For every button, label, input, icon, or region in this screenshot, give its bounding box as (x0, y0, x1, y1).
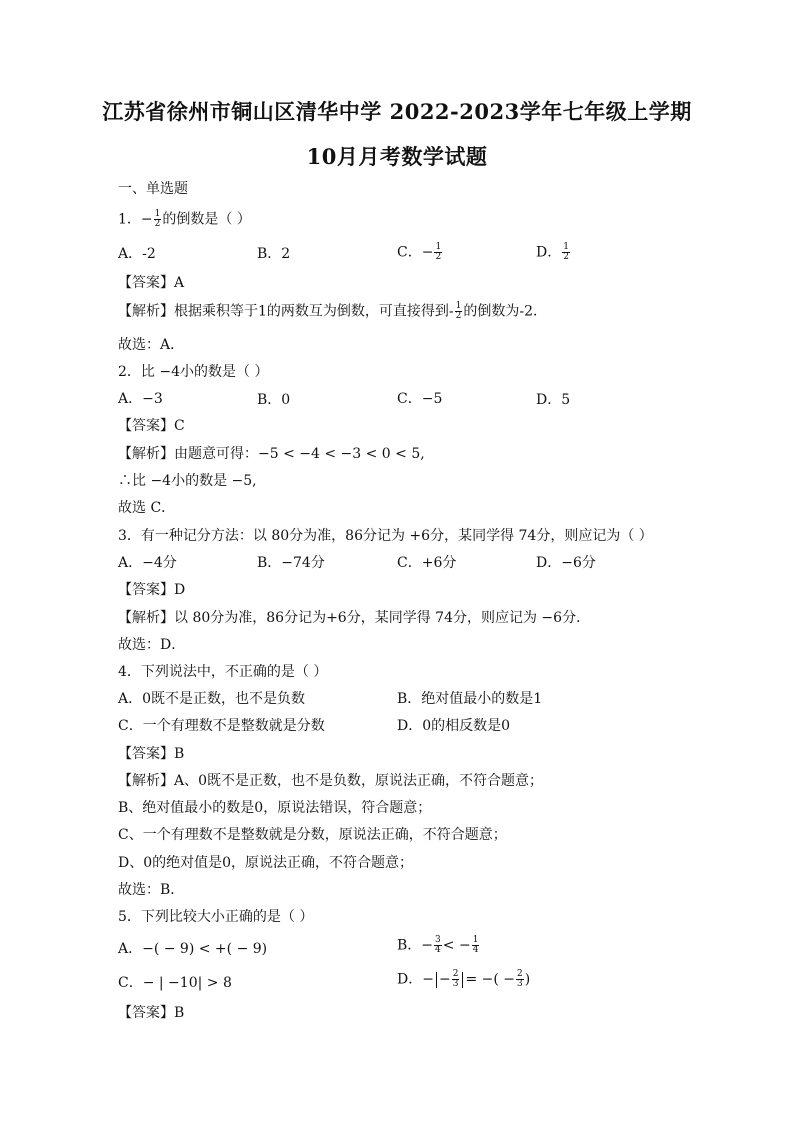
question-3-option-c: C．+6分 (397, 555, 457, 571)
question-4-answer: 【答案】B (118, 746, 185, 762)
question-5-answer: 【答案】B (118, 1005, 185, 1021)
question-1-answer: 【答案】A (118, 275, 185, 291)
question-2-analysis: 【解析】由题意可得：−5 < −4 < −3 < 0 < 5, (118, 446, 425, 462)
question-1-analysis: 【解析】根据乘积等于1的两数互为倒数，可直接得到- $\frac{1}{2}$ 的倒数为-2． (118, 301, 548, 321)
question-2-therefore: ∴比 −4小的数是 −5, (118, 473, 257, 489)
question-4-analysis-d: D、0的绝对值是0，原说法正确，不符合题意； (118, 855, 414, 871)
fraction: $\frac{2}{3}$ (517, 969, 523, 989)
fraction: $\frac{1}{4}$ (472, 935, 479, 955)
question-3-option-d: D．−6分 (536, 555, 596, 571)
question-1-stem: 1．− $\frac{1}{2}$ 的倒数是（ ） (118, 209, 251, 229)
abs-bar-left (436, 972, 437, 988)
question-4-option-a: A．0既不是正数，也不是负数 (118, 691, 306, 707)
question-5-stem: 5．下列比较大小正确的是（ ） (118, 909, 314, 925)
question-4-analysis-c: C、一个有理数不是整数就是分数，原说法正确，不符合题意； (118, 827, 507, 843)
question-4-stem: 4．下列说法中，不正确的是（ ） (118, 664, 328, 680)
question-5-option-a: A．−( − 9) < +( − 9) (118, 941, 268, 957)
question-2-option-a: A．−3 (118, 391, 163, 407)
question-3-stem: 3．有一种记分方法：以 80分为准，86分记为 +6分，某同学得 74分，则应记为（ ） (118, 528, 653, 544)
question-2-option-c: C．−5 (397, 391, 443, 407)
section-heading: 一、单选题 (118, 181, 188, 197)
question-1-option-b: B．2 (257, 246, 291, 262)
question-4-choose: 故选：B． (118, 882, 185, 898)
question-5-option-b: B．− $\frac{3}{4}$ < − $\frac{1}{4}$ (397, 935, 479, 955)
question-4-analysis-b: B、绝对值最小的数是0，原说法错误，符合题意； (118, 800, 432, 816)
fraction: $\frac{1}{2}$ (563, 242, 569, 262)
question-3-option-a: A．−4分 (118, 555, 177, 571)
question-1-choose: 故选：A． (118, 337, 185, 353)
question-2-answer: 【答案】C (118, 418, 185, 434)
fraction: $\frac{1}{2}$ (154, 209, 161, 229)
question-5-option-d: D．− − $\frac{2}{3}$ = −( − $\frac{2}{3}$ ) (397, 969, 531, 989)
question-3-choose: 故选：D． (118, 637, 186, 653)
question-4-option-c: C．一个有理数不是整数就是分数 (118, 718, 325, 734)
question-2-choose: 故选 C． (118, 500, 176, 516)
question-1-option-c: C．− $\frac{1}{2}$ (397, 242, 442, 262)
question-2-option-d: D．5 (536, 392, 571, 408)
fraction: $\frac{3}{4}$ (435, 935, 441, 955)
question-2-stem: 2．比 −4小的数是（ ） (118, 364, 269, 380)
fraction: $\frac{1}{2}$ (455, 301, 462, 321)
question-4-option-d: D．0的相反数是0 (397, 718, 511, 734)
question-3-analysis: 【解析】以 80分为准，86分记为+6分，某同学得 74分，则应记为 −6分． (118, 610, 591, 626)
fraction: $\frac{1}{2}$ (435, 242, 442, 262)
document-title-line2: 10月月考数学试题 (306, 144, 488, 169)
abs-bar-right (462, 972, 463, 988)
question-3-option-b: B．−74分 (257, 555, 325, 571)
question-2-option-b: B．0 (257, 392, 291, 408)
question-1-option-d: D． $\frac{1}{2}$ (536, 242, 569, 262)
question-4-analysis-a: 【解析】A、0既不是正数，也不是负数，原说法正确，不符合题意； (118, 773, 544, 789)
document-title-line1: 江苏省徐州市铜山区清华中学 2022-2023学年七年级上学期 (102, 99, 692, 124)
fraction: $\frac{2}{3}$ (452, 969, 459, 989)
question-5-option-c: C．− | −10| > 8 (118, 975, 232, 991)
question-4-option-b: B．绝对值最小的数是1 (397, 691, 543, 707)
question-3-answer: 【答案】D (118, 582, 186, 598)
question-1-option-a: A．-2 (118, 246, 156, 262)
